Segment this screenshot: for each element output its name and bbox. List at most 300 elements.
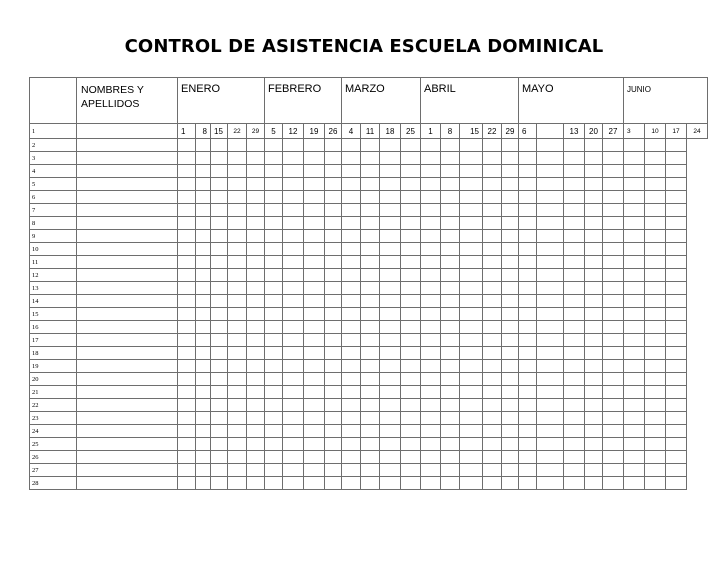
attendance-cell[interactable] [228, 308, 247, 321]
attendance-cell[interactable] [460, 464, 483, 477]
name-cell[interactable] [77, 399, 178, 412]
attendance-cell[interactable] [380, 386, 401, 399]
attendance-cell[interactable] [460, 321, 483, 334]
attendance-cell[interactable] [645, 269, 666, 282]
attendance-cell[interactable] [401, 451, 421, 464]
attendance-cell[interactable] [645, 477, 666, 490]
attendance-cell[interactable] [441, 243, 460, 256]
attendance-cell[interactable] [537, 139, 564, 152]
attendance-cell[interactable] [421, 178, 441, 191]
attendance-cell[interactable] [564, 282, 585, 295]
attendance-cell[interactable] [380, 399, 401, 412]
attendance-cell[interactable] [196, 451, 211, 464]
attendance-cell[interactable] [361, 243, 380, 256]
attendance-cell[interactable] [380, 295, 401, 308]
attendance-cell[interactable] [283, 399, 304, 412]
attendance-cell[interactable] [624, 334, 645, 347]
attendance-cell[interactable] [537, 438, 564, 451]
attendance-cell[interactable] [325, 269, 342, 282]
attendance-cell[interactable] [441, 399, 460, 412]
attendance-cell[interactable] [325, 334, 342, 347]
attendance-cell[interactable] [603, 451, 624, 464]
attendance-cell[interactable] [196, 152, 211, 165]
attendance-cell[interactable] [196, 399, 211, 412]
attendance-cell[interactable] [564, 399, 585, 412]
attendance-cell[interactable] [519, 295, 537, 308]
attendance-cell[interactable] [247, 425, 265, 438]
attendance-cell[interactable] [178, 243, 196, 256]
attendance-cell[interactable] [585, 256, 603, 269]
attendance-cell[interactable] [502, 139, 519, 152]
attendance-cell[interactable] [603, 243, 624, 256]
attendance-cell[interactable] [247, 269, 265, 282]
attendance-cell[interactable] [361, 360, 380, 373]
attendance-cell[interactable] [460, 399, 483, 412]
attendance-cell[interactable] [401, 269, 421, 282]
attendance-cell[interactable] [460, 438, 483, 451]
attendance-cell[interactable] [624, 425, 645, 438]
attendance-cell[interactable] [537, 386, 564, 399]
attendance-cell[interactable] [421, 360, 441, 373]
attendance-cell[interactable] [421, 204, 441, 217]
attendance-cell[interactable] [502, 425, 519, 438]
attendance-cell[interactable] [265, 477, 283, 490]
attendance-cell[interactable] [401, 217, 421, 230]
attendance-cell[interactable] [537, 217, 564, 230]
attendance-cell[interactable] [441, 464, 460, 477]
attendance-cell[interactable] [196, 295, 211, 308]
attendance-cell[interactable] [325, 399, 342, 412]
attendance-cell[interactable] [265, 230, 283, 243]
attendance-cell[interactable] [247, 165, 265, 178]
attendance-cell[interactable] [304, 269, 325, 282]
attendance-cell[interactable] [283, 204, 304, 217]
attendance-cell[interactable] [645, 178, 666, 191]
attendance-cell[interactable] [342, 282, 361, 295]
attendance-cell[interactable] [211, 321, 228, 334]
attendance-cell[interactable] [421, 334, 441, 347]
attendance-cell[interactable] [342, 295, 361, 308]
attendance-cell[interactable] [441, 152, 460, 165]
attendance-cell[interactable] [196, 308, 211, 321]
attendance-cell[interactable] [178, 165, 196, 178]
attendance-cell[interactable] [585, 438, 603, 451]
attendance-cell[interactable] [585, 373, 603, 386]
attendance-cell[interactable] [325, 204, 342, 217]
attendance-cell[interactable] [624, 178, 645, 191]
attendance-cell[interactable] [325, 139, 342, 152]
attendance-cell[interactable] [460, 373, 483, 386]
attendance-cell[interactable] [283, 360, 304, 373]
attendance-cell[interactable] [361, 165, 380, 178]
attendance-cell[interactable] [304, 334, 325, 347]
attendance-cell[interactable] [519, 204, 537, 217]
attendance-cell[interactable] [441, 139, 460, 152]
attendance-cell[interactable] [178, 347, 196, 360]
attendance-cell[interactable] [401, 308, 421, 321]
attendance-cell[interactable] [265, 139, 283, 152]
attendance-cell[interactable] [361, 334, 380, 347]
attendance-cell[interactable] [325, 230, 342, 243]
attendance-cell[interactable] [228, 191, 247, 204]
attendance-cell[interactable] [519, 425, 537, 438]
attendance-cell[interactable] [460, 308, 483, 321]
attendance-cell[interactable] [645, 256, 666, 269]
attendance-cell[interactable] [624, 152, 645, 165]
attendance-cell[interactable] [283, 269, 304, 282]
attendance-cell[interactable] [247, 464, 265, 477]
name-cell[interactable] [77, 334, 178, 347]
attendance-cell[interactable] [537, 321, 564, 334]
attendance-cell[interactable] [283, 321, 304, 334]
attendance-cell[interactable] [564, 464, 585, 477]
name-cell[interactable] [77, 464, 178, 477]
attendance-cell[interactable] [483, 243, 502, 256]
attendance-cell[interactable] [342, 373, 361, 386]
attendance-cell[interactable] [624, 269, 645, 282]
attendance-cell[interactable] [537, 308, 564, 321]
attendance-cell[interactable] [380, 360, 401, 373]
attendance-cell[interactable] [421, 243, 441, 256]
attendance-cell[interactable] [537, 165, 564, 178]
attendance-cell[interactable] [483, 282, 502, 295]
attendance-cell[interactable] [624, 295, 645, 308]
attendance-cell[interactable] [196, 386, 211, 399]
attendance-cell[interactable] [421, 464, 441, 477]
attendance-cell[interactable] [228, 165, 247, 178]
attendance-cell[interactable] [325, 438, 342, 451]
attendance-cell[interactable] [460, 165, 483, 178]
attendance-cell[interactable] [178, 204, 196, 217]
attendance-cell[interactable] [421, 256, 441, 269]
attendance-cell[interactable] [421, 308, 441, 321]
attendance-cell[interactable] [519, 373, 537, 386]
attendance-cell[interactable] [624, 373, 645, 386]
attendance-cell[interactable] [361, 412, 380, 425]
attendance-cell[interactable] [178, 191, 196, 204]
attendance-cell[interactable] [502, 217, 519, 230]
name-cell[interactable] [77, 230, 178, 243]
attendance-cell[interactable] [304, 152, 325, 165]
attendance-cell[interactable] [585, 282, 603, 295]
attendance-cell[interactable] [519, 269, 537, 282]
attendance-cell[interactable] [178, 256, 196, 269]
attendance-cell[interactable] [564, 373, 585, 386]
attendance-cell[interactable] [265, 347, 283, 360]
attendance-cell[interactable] [585, 165, 603, 178]
attendance-cell[interactable] [325, 451, 342, 464]
attendance-cell[interactable] [441, 347, 460, 360]
attendance-cell[interactable] [666, 425, 687, 438]
attendance-cell[interactable] [304, 217, 325, 230]
attendance-cell[interactable] [483, 334, 502, 347]
attendance-cell[interactable] [624, 256, 645, 269]
attendance-cell[interactable] [325, 321, 342, 334]
attendance-cell[interactable] [401, 152, 421, 165]
attendance-cell[interactable] [537, 204, 564, 217]
attendance-cell[interactable] [666, 438, 687, 451]
attendance-cell[interactable] [666, 243, 687, 256]
attendance-cell[interactable] [178, 386, 196, 399]
attendance-cell[interactable] [380, 334, 401, 347]
attendance-cell[interactable] [265, 191, 283, 204]
attendance-cell[interactable] [564, 360, 585, 373]
attendance-cell[interactable] [441, 217, 460, 230]
attendance-cell[interactable] [304, 451, 325, 464]
attendance-cell[interactable] [564, 477, 585, 490]
name-cell[interactable] [77, 425, 178, 438]
attendance-cell[interactable] [537, 191, 564, 204]
attendance-cell[interactable] [564, 152, 585, 165]
attendance-cell[interactable] [178, 178, 196, 191]
attendance-cell[interactable] [624, 464, 645, 477]
attendance-cell[interactable] [228, 373, 247, 386]
attendance-cell[interactable] [421, 399, 441, 412]
attendance-cell[interactable] [460, 386, 483, 399]
attendance-cell[interactable] [247, 295, 265, 308]
attendance-cell[interactable] [585, 399, 603, 412]
attendance-cell[interactable] [265, 243, 283, 256]
attendance-cell[interactable] [361, 139, 380, 152]
attendance-cell[interactable] [624, 386, 645, 399]
attendance-cell[interactable] [304, 399, 325, 412]
attendance-cell[interactable] [421, 269, 441, 282]
attendance-cell[interactable] [421, 438, 441, 451]
attendance-cell[interactable] [666, 178, 687, 191]
attendance-cell[interactable] [304, 386, 325, 399]
attendance-cell[interactable] [196, 191, 211, 204]
attendance-cell[interactable] [247, 178, 265, 191]
name-cell[interactable] [77, 295, 178, 308]
attendance-cell[interactable] [211, 269, 228, 282]
attendance-cell[interactable] [342, 269, 361, 282]
attendance-cell[interactable] [401, 230, 421, 243]
attendance-cell[interactable] [666, 152, 687, 165]
attendance-cell[interactable] [502, 269, 519, 282]
attendance-cell[interactable] [211, 191, 228, 204]
attendance-cell[interactable] [624, 165, 645, 178]
attendance-cell[interactable] [228, 152, 247, 165]
attendance-cell[interactable] [401, 477, 421, 490]
attendance-cell[interactable] [401, 347, 421, 360]
attendance-cell[interactable] [196, 282, 211, 295]
attendance-cell[interactable] [460, 451, 483, 464]
attendance-cell[interactable] [564, 139, 585, 152]
attendance-cell[interactable] [564, 269, 585, 282]
attendance-cell[interactable] [380, 152, 401, 165]
attendance-cell[interactable] [265, 282, 283, 295]
attendance-cell[interactable] [342, 451, 361, 464]
attendance-cell[interactable] [401, 178, 421, 191]
attendance-cell[interactable] [283, 412, 304, 425]
attendance-cell[interactable] [247, 256, 265, 269]
attendance-cell[interactable] [483, 425, 502, 438]
attendance-cell[interactable] [304, 204, 325, 217]
attendance-cell[interactable] [537, 256, 564, 269]
attendance-cell[interactable] [519, 165, 537, 178]
attendance-cell[interactable] [603, 464, 624, 477]
attendance-cell[interactable] [666, 347, 687, 360]
attendance-cell[interactable] [421, 165, 441, 178]
attendance-cell[interactable] [211, 477, 228, 490]
attendance-cell[interactable] [537, 295, 564, 308]
attendance-cell[interactable] [585, 217, 603, 230]
attendance-cell[interactable] [228, 477, 247, 490]
attendance-cell[interactable] [325, 243, 342, 256]
attendance-cell[interactable] [624, 399, 645, 412]
attendance-cell[interactable] [645, 360, 666, 373]
attendance-cell[interactable] [401, 464, 421, 477]
attendance-cell[interactable] [361, 464, 380, 477]
attendance-cell[interactable] [603, 191, 624, 204]
attendance-cell[interactable] [537, 412, 564, 425]
attendance-cell[interactable] [603, 347, 624, 360]
attendance-cell[interactable] [401, 139, 421, 152]
attendance-cell[interactable] [380, 282, 401, 295]
attendance-cell[interactable] [666, 464, 687, 477]
attendance-cell[interactable] [645, 295, 666, 308]
attendance-cell[interactable] [342, 178, 361, 191]
attendance-cell[interactable] [564, 178, 585, 191]
attendance-cell[interactable] [502, 308, 519, 321]
attendance-cell[interactable] [283, 451, 304, 464]
attendance-cell[interactable] [519, 191, 537, 204]
attendance-cell[interactable] [361, 191, 380, 204]
attendance-cell[interactable] [247, 230, 265, 243]
attendance-cell[interactable] [342, 139, 361, 152]
attendance-cell[interactable] [265, 334, 283, 347]
attendance-cell[interactable] [361, 386, 380, 399]
attendance-cell[interactable] [441, 477, 460, 490]
attendance-cell[interactable] [645, 217, 666, 230]
attendance-cell[interactable] [502, 191, 519, 204]
attendance-cell[interactable] [666, 360, 687, 373]
attendance-cell[interactable] [342, 165, 361, 178]
attendance-cell[interactable] [211, 243, 228, 256]
attendance-cell[interactable] [304, 373, 325, 386]
attendance-cell[interactable] [421, 386, 441, 399]
attendance-cell[interactable] [502, 334, 519, 347]
attendance-cell[interactable] [228, 282, 247, 295]
attendance-cell[interactable] [603, 139, 624, 152]
attendance-cell[interactable] [196, 321, 211, 334]
attendance-cell[interactable] [380, 308, 401, 321]
attendance-cell[interactable] [361, 425, 380, 438]
attendance-cell[interactable] [265, 386, 283, 399]
attendance-cell[interactable] [401, 282, 421, 295]
attendance-cell[interactable] [537, 230, 564, 243]
attendance-cell[interactable] [380, 269, 401, 282]
attendance-cell[interactable] [304, 178, 325, 191]
attendance-cell[interactable] [564, 412, 585, 425]
attendance-cell[interactable] [585, 451, 603, 464]
attendance-cell[interactable] [666, 204, 687, 217]
attendance-cell[interactable] [211, 282, 228, 295]
attendance-cell[interactable] [211, 347, 228, 360]
attendance-cell[interactable] [441, 256, 460, 269]
attendance-cell[interactable] [585, 152, 603, 165]
attendance-cell[interactable] [564, 165, 585, 178]
attendance-cell[interactable] [624, 282, 645, 295]
attendance-cell[interactable] [666, 295, 687, 308]
attendance-cell[interactable] [585, 334, 603, 347]
name-cell[interactable] [77, 191, 178, 204]
attendance-cell[interactable] [645, 334, 666, 347]
attendance-cell[interactable] [502, 178, 519, 191]
attendance-cell[interactable] [645, 451, 666, 464]
attendance-cell[interactable] [178, 321, 196, 334]
attendance-cell[interactable] [196, 178, 211, 191]
attendance-cell[interactable] [196, 412, 211, 425]
attendance-cell[interactable] [247, 386, 265, 399]
attendance-cell[interactable] [624, 412, 645, 425]
attendance-cell[interactable] [519, 321, 537, 334]
attendance-cell[interactable] [603, 373, 624, 386]
attendance-cell[interactable] [460, 139, 483, 152]
attendance-cell[interactable] [564, 256, 585, 269]
attendance-cell[interactable] [265, 464, 283, 477]
attendance-cell[interactable] [666, 412, 687, 425]
attendance-cell[interactable] [283, 438, 304, 451]
attendance-cell[interactable] [603, 178, 624, 191]
attendance-cell[interactable] [624, 438, 645, 451]
attendance-cell[interactable] [265, 373, 283, 386]
attendance-cell[interactable] [401, 243, 421, 256]
attendance-cell[interactable] [483, 217, 502, 230]
attendance-cell[interactable] [645, 425, 666, 438]
attendance-cell[interactable] [228, 321, 247, 334]
attendance-cell[interactable] [502, 204, 519, 217]
attendance-cell[interactable] [401, 165, 421, 178]
attendance-cell[interactable] [283, 334, 304, 347]
attendance-cell[interactable] [564, 438, 585, 451]
attendance-cell[interactable] [666, 282, 687, 295]
attendance-cell[interactable] [519, 477, 537, 490]
attendance-cell[interactable] [178, 477, 196, 490]
attendance-cell[interactable] [645, 386, 666, 399]
attendance-cell[interactable] [178, 152, 196, 165]
attendance-cell[interactable] [178, 295, 196, 308]
attendance-cell[interactable] [304, 256, 325, 269]
attendance-cell[interactable] [537, 425, 564, 438]
attendance-cell[interactable] [283, 243, 304, 256]
attendance-cell[interactable] [421, 477, 441, 490]
attendance-cell[interactable] [460, 282, 483, 295]
attendance-cell[interactable] [361, 152, 380, 165]
attendance-cell[interactable] [460, 412, 483, 425]
attendance-cell[interactable] [645, 347, 666, 360]
attendance-cell[interactable] [666, 308, 687, 321]
attendance-cell[interactable] [380, 321, 401, 334]
attendance-cell[interactable] [380, 191, 401, 204]
attendance-cell[interactable] [519, 178, 537, 191]
attendance-cell[interactable] [228, 178, 247, 191]
attendance-cell[interactable] [483, 477, 502, 490]
attendance-cell[interactable] [460, 152, 483, 165]
attendance-cell[interactable] [380, 477, 401, 490]
attendance-cell[interactable] [585, 321, 603, 334]
attendance-cell[interactable] [519, 282, 537, 295]
attendance-cell[interactable] [483, 386, 502, 399]
attendance-cell[interactable] [283, 165, 304, 178]
attendance-cell[interactable] [585, 243, 603, 256]
attendance-cell[interactable] [519, 308, 537, 321]
attendance-cell[interactable] [247, 451, 265, 464]
attendance-cell[interactable] [265, 451, 283, 464]
attendance-cell[interactable] [624, 451, 645, 464]
attendance-cell[interactable] [196, 334, 211, 347]
attendance-cell[interactable] [247, 477, 265, 490]
